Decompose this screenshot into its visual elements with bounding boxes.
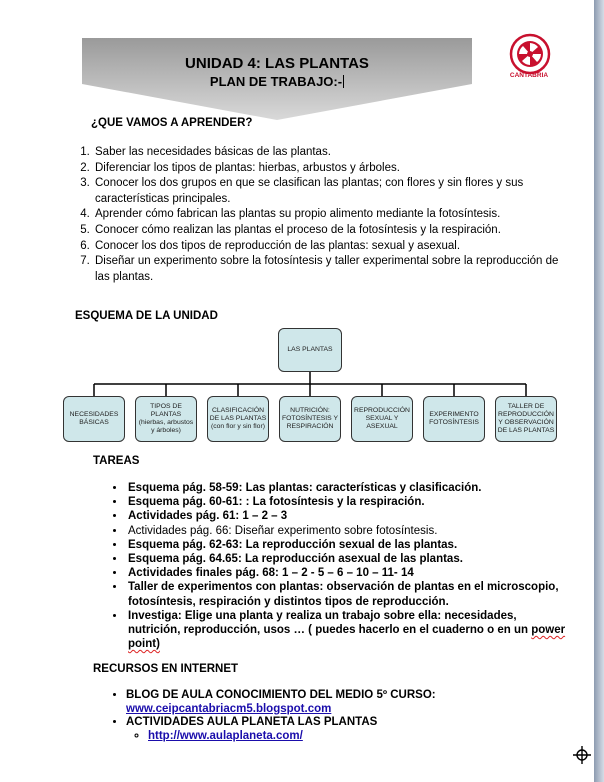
list-item: • Actividades pág. 66: Diseñar experimento sobre fotosíntesis. — [126, 524, 566, 538]
list-item: 4. Aprender cómo fabrican las plantas su propio alimento mediante la fotosíntesis. — [93, 207, 573, 223]
list-item: 2. Diferenciar los tipos de plantas: hierbas, arbustos y árboles. — [93, 161, 573, 177]
list-item — [126, 689, 566, 716]
unit-schema-diagram — [60, 326, 560, 446]
schema-node-tipos: TIPOS DE PLANTAS (hierbas, arbustos y árboles) — [135, 396, 197, 442]
list-item: • Actividades finales pág. 68: 1 – 2 - 5 – 6 – 10 – 11- 14 — [126, 566, 566, 580]
spellcheck-underline: power point) — [128, 624, 566, 651]
schema-node-necesidades: NECESIDADES BÁSICAS — [63, 396, 125, 442]
schema-root-node: LAS PLANTAS — [278, 328, 342, 372]
objectives-heading: ¿QUE VAMOS A APRENDER? — [91, 117, 253, 129]
schema-node-nutricion: NUTRICIÓN: FOTOSÍNTESIS Y RESPIRACIÓN — [279, 396, 341, 442]
list-item: • Actividades pág. 61: 1 – 2 – 3 — [126, 509, 566, 523]
tasks-list — [108, 481, 566, 651]
objectives-list — [75, 145, 573, 285]
resources-heading: RECURSOS EN INTERNET — [93, 663, 239, 675]
list-item: • Esquema pág. 58-59: Las plantas: características y clasificación. — [126, 481, 566, 495]
list-item: • Taller de experimentos con plantas: observación de plantas en el microscopio, fotosíntesis, respiración y distintos tipos de reproducción. — [126, 580, 566, 608]
list-item: 1. Saber las necesidades básicas de las plantas. — [93, 145, 573, 161]
planeta-label: ACTIVIDADES AULA PLANETA LAS PLANTAS — [126, 716, 378, 729]
list-item: 6. Conocer los dos tipos de reproducción de las plantas: sexual y asexual. — [93, 239, 573, 255]
resources-list — [108, 689, 566, 743]
schema-node-reproduccion: REPRODUCCIÓN SEXUAL Y ASEXUAL — [351, 396, 413, 442]
tasks-heading: TAREAS — [93, 455, 140, 467]
page-subtitle[interactable]: PLAN DE TRABAJO:- — [209, 74, 343, 89]
blog-label: BLOG DE AULA CONOCIMIENTO DEL MEDIO 5º CURSO: — [126, 689, 436, 701]
title-banner — [82, 38, 472, 120]
list-item: • Esquema pág. 62-63: La reproducción sexual de las plantas. — [126, 538, 566, 552]
window-edge — [594, 0, 604, 782]
schema-node-taller: TALLER DE REPRODUCCIÓN Y OBSERVACIÓN DE LAS PLANTAS — [495, 396, 557, 442]
crosshair-icon[interactable] — [573, 746, 591, 764]
blog-link[interactable]: www.ceipcantabriacm5.blogspot.com — [126, 702, 332, 715]
list-item: 3. Conocer los dos grupos en que se clasifican las plantas; con flores y sin flores y sus características principales. — [93, 176, 573, 207]
schema-node-experimento: EXPERIMENTO FOTOSÍNTESIS — [423, 396, 485, 442]
list-item — [126, 716, 566, 743]
list-item: • Esquema pág. 60-61: : La fotosíntesis y la respiración. — [126, 495, 566, 509]
list-item: • Esquema pág. 64.65: La reproducción asexual de las plantas. — [126, 552, 566, 566]
list-item: 7. Diseñar un experimento sobre la fotosíntesis y taller experimental sobre la reproducción de las plantas. — [93, 254, 573, 285]
schema-heading: ESQUEMA DE LA UNIDAD — [75, 310, 218, 322]
list-item — [148, 730, 566, 744]
page-title: UNIDAD 4: LAS PLANTAS — [185, 55, 369, 72]
logo-label: CANTABRIA — [509, 72, 549, 79]
list-item: 5. Conocer cómo realizan las plantas el proceso de la fotosíntesis y la respiración. — [93, 223, 573, 239]
text-cursor — [343, 75, 344, 88]
list-item: • Investiga: Elige una planta y realiza un trabajo sobre ella: necesidades, nutrición, reproducción, usos … ( puedes hacerlo en el cuaderno o en un power point) — [126, 609, 566, 652]
schema-node-clasificacion: CLASIFICACIÓN DE LAS PLANTAS (con flor y sin flor) — [207, 396, 269, 442]
planeta-link[interactable]: http://www.aulaplaneta.com/ — [148, 729, 303, 742]
